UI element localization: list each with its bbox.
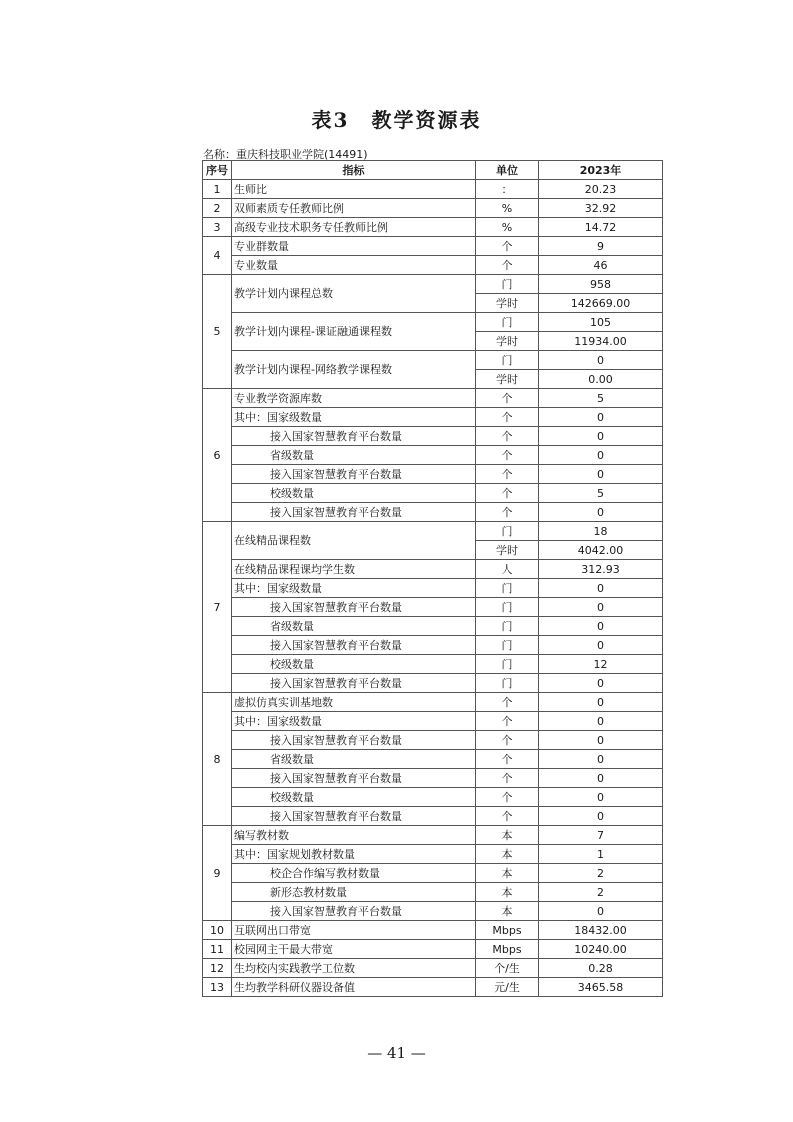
value-cell: 312.93 <box>539 560 663 579</box>
header-no: 序号 <box>203 161 232 180</box>
indicator-cell: 其中：国家级数量 <box>232 712 476 731</box>
unit-cell: 门 <box>476 275 539 294</box>
unit-cell: Mbps <box>476 940 539 959</box>
row-number: 4 <box>203 237 232 275</box>
indicator-cell: 高级专业技术职务专任教师比例 <box>232 218 476 237</box>
header-unit: 单位 <box>476 161 539 180</box>
value-cell: 0 <box>539 807 663 826</box>
table-row <box>203 465 663 484</box>
table-row <box>203 655 663 674</box>
table-row <box>203 446 663 465</box>
table-row <box>203 883 663 902</box>
value-cell: 4042.00 <box>539 541 663 560</box>
value-cell: 0 <box>539 769 663 788</box>
row-number: 1 <box>203 180 232 199</box>
unit-cell: 本 <box>476 883 539 902</box>
indicator-cell: 接入国家智慧教育平台数量 <box>232 598 476 617</box>
value-cell: 10240.00 <box>539 940 663 959</box>
unit-cell: 个 <box>476 807 539 826</box>
row-number: 2 <box>203 199 232 218</box>
indicator-cell: 校级数量 <box>232 484 476 503</box>
unit-cell: 个 <box>476 427 539 446</box>
table-row <box>203 199 663 218</box>
value-cell: 0.28 <box>539 959 663 978</box>
value-cell: 18 <box>539 522 663 541</box>
table-row <box>203 845 663 864</box>
indicator-cell: 接入国家智慧教育平台数量 <box>232 503 476 522</box>
indicator-cell: 生师比 <box>232 180 476 199</box>
value-cell: 0 <box>539 427 663 446</box>
unit-cell: 个 <box>476 256 539 275</box>
value-cell: 0.00 <box>539 370 663 389</box>
value-cell: 2 <box>539 864 663 883</box>
unit-cell: 个 <box>476 389 539 408</box>
table-row <box>203 978 663 997</box>
indicator-cell: 专业数量 <box>232 256 476 275</box>
table-row <box>203 788 663 807</box>
indicator-cell: 其中：国家级数量 <box>232 579 476 598</box>
unit-cell: 个 <box>476 788 539 807</box>
unit-cell: 人 <box>476 560 539 579</box>
indicator-cell: 校级数量 <box>232 788 476 807</box>
indicator-cell: 接入国家智慧教育平台数量 <box>232 902 476 921</box>
value-cell: 5 <box>539 389 663 408</box>
indicator-cell: 省级数量 <box>232 750 476 769</box>
table-row <box>203 389 663 408</box>
indicator-cell: 接入国家智慧教育平台数量 <box>232 427 476 446</box>
table-row <box>203 826 663 845</box>
value-cell: 0 <box>539 712 663 731</box>
value-cell: 142669.00 <box>539 294 663 313</box>
unit-cell: 个 <box>476 446 539 465</box>
value-cell: 0 <box>539 674 663 693</box>
indicator-cell: 专业教学资源库数 <box>232 389 476 408</box>
unit-cell: Mbps <box>476 921 539 940</box>
indicator-cell: 编写教材数 <box>232 826 476 845</box>
unit-cell: 本 <box>476 902 539 921</box>
unit-cell: 个 <box>476 503 539 522</box>
indicator-cell: 校级数量 <box>232 655 476 674</box>
table-row <box>203 427 663 446</box>
indicator-cell: 教学计划内课程-网络教学课程数 <box>232 351 476 389</box>
indicator-cell: 接入国家智慧教育平台数量 <box>232 674 476 693</box>
table-row <box>203 522 663 541</box>
value-cell: 0 <box>539 598 663 617</box>
row-number: 11 <box>203 940 232 959</box>
unit-cell: 门 <box>476 674 539 693</box>
institution-name: 名称：重庆科技职业学院(14491) <box>203 148 368 161</box>
table-row <box>203 598 663 617</box>
unit-cell: 个/生 <box>476 959 539 978</box>
value-cell: 5 <box>539 484 663 503</box>
unit-cell: 个 <box>476 712 539 731</box>
value-cell: 14.72 <box>539 218 663 237</box>
table-title: 表3 教学资源表 <box>311 108 482 132</box>
unit-cell: 门 <box>476 522 539 541</box>
indicator-cell: 接入国家智慧教育平台数量 <box>232 731 476 750</box>
table-row <box>203 940 663 959</box>
indicator-cell: 接入国家智慧教育平台数量 <box>232 636 476 655</box>
table-row <box>203 617 663 636</box>
teaching-resources-table <box>202 160 663 997</box>
unit-cell: 门 <box>476 655 539 674</box>
table-row <box>203 807 663 826</box>
unit-cell: 本 <box>476 845 539 864</box>
value-cell: 7 <box>539 826 663 845</box>
value-cell: 958 <box>539 275 663 294</box>
indicator-cell: 生均校内实践教学工位数 <box>232 959 476 978</box>
table-row <box>203 579 663 598</box>
value-cell: 0 <box>539 902 663 921</box>
unit-cell: 个 <box>476 750 539 769</box>
table-row <box>203 750 663 769</box>
value-cell: 1 <box>539 845 663 864</box>
table-row <box>203 408 663 427</box>
indicator-cell: 省级数量 <box>232 446 476 465</box>
unit-cell: 个 <box>476 237 539 256</box>
unit-cell: % <box>476 199 539 218</box>
indicator-cell: 专业群数量 <box>232 237 476 256</box>
unit-cell: 个 <box>476 693 539 712</box>
table-header-row <box>203 161 663 180</box>
unit-cell: 本 <box>476 864 539 883</box>
unit-cell: 个 <box>476 484 539 503</box>
table-row <box>203 237 663 256</box>
row-number: 7 <box>203 522 232 693</box>
table-row <box>203 180 663 199</box>
indicator-cell: 新形态教材数量 <box>232 883 476 902</box>
value-cell: 0 <box>539 408 663 427</box>
row-number: 5 <box>203 275 232 389</box>
row-number: 9 <box>203 826 232 921</box>
unit-cell: 门 <box>476 351 539 370</box>
unit-cell: 元/生 <box>476 978 539 997</box>
table-row <box>203 256 663 275</box>
value-cell: 20.23 <box>539 180 663 199</box>
value-cell: 0 <box>539 617 663 636</box>
value-cell: 2 <box>539 883 663 902</box>
value-cell: 0 <box>539 579 663 598</box>
header-year: 2023年 <box>539 161 663 180</box>
unit-cell: 本 <box>476 826 539 845</box>
row-number: 8 <box>203 693 232 826</box>
indicator-cell: 校企合作编写教材数量 <box>232 864 476 883</box>
indicator-cell: 其中：国家级数量 <box>232 408 476 427</box>
unit-cell: 个 <box>476 731 539 750</box>
unit-cell: ： <box>476 180 539 199</box>
table-row <box>203 959 663 978</box>
indicator-cell: 互联网出口带宽 <box>232 921 476 940</box>
value-cell: 0 <box>539 636 663 655</box>
value-cell: 3465.58 <box>539 978 663 997</box>
row-number: 10 <box>203 921 232 940</box>
table-row <box>203 731 663 750</box>
indicator-cell: 校园网主干最大带宽 <box>232 940 476 959</box>
table-row <box>203 484 663 503</box>
value-cell: 105 <box>539 313 663 332</box>
indicator-cell: 在线精品课程数 <box>232 522 476 560</box>
indicator-cell: 接入国家智慧教育平台数量 <box>232 465 476 484</box>
value-cell: 11934.00 <box>539 332 663 351</box>
indicator-cell: 接入国家智慧教育平台数量 <box>232 807 476 826</box>
value-cell: 0 <box>539 731 663 750</box>
unit-cell: 个 <box>476 769 539 788</box>
unit-cell: 个 <box>476 465 539 484</box>
value-cell: 9 <box>539 237 663 256</box>
value-cell: 0 <box>539 351 663 370</box>
indicator-cell: 其中：国家规划教材数量 <box>232 845 476 864</box>
table-row <box>203 275 663 294</box>
value-cell: 0 <box>539 693 663 712</box>
unit-cell: 学时 <box>476 294 539 313</box>
row-number: 6 <box>203 389 232 522</box>
row-number: 3 <box>203 218 232 237</box>
value-cell: 0 <box>539 503 663 522</box>
value-cell: 46 <box>539 256 663 275</box>
unit-cell: 学时 <box>476 370 539 389</box>
table-row <box>203 674 663 693</box>
table-row <box>203 921 663 940</box>
row-number: 13 <box>203 978 232 997</box>
value-cell: 18432.00 <box>539 921 663 940</box>
table-row <box>203 693 663 712</box>
table-row <box>203 313 663 332</box>
row-number: 12 <box>203 959 232 978</box>
value-cell: 0 <box>539 465 663 484</box>
unit-cell: 个 <box>476 408 539 427</box>
table-row <box>203 636 663 655</box>
table-row <box>203 769 663 788</box>
table-row <box>203 864 663 883</box>
page-number: — 41 — <box>367 1044 426 1062</box>
indicator-cell: 接入国家智慧教育平台数量 <box>232 769 476 788</box>
indicator-cell: 省级数量 <box>232 617 476 636</box>
table-row <box>203 503 663 522</box>
unit-cell: 门 <box>476 617 539 636</box>
unit-cell: 门 <box>476 579 539 598</box>
value-cell: 32.92 <box>539 199 663 218</box>
value-cell: 12 <box>539 655 663 674</box>
table-row <box>203 902 663 921</box>
unit-cell: 门 <box>476 313 539 332</box>
indicator-cell: 教学计划内课程总数 <box>232 275 476 313</box>
value-cell: 0 <box>539 788 663 807</box>
indicator-cell: 虚拟仿真实训基地数 <box>232 693 476 712</box>
indicator-cell: 在线精品课程课均学生数 <box>232 560 476 579</box>
table-row <box>203 712 663 731</box>
table-row <box>203 218 663 237</box>
unit-cell: 门 <box>476 598 539 617</box>
value-cell: 0 <box>539 446 663 465</box>
header-indicator: 指标 <box>232 161 476 180</box>
indicator-cell: 生均教学科研仪器设备值 <box>232 978 476 997</box>
value-cell: 0 <box>539 750 663 769</box>
indicator-cell: 双师素质专任教师比例 <box>232 199 476 218</box>
unit-cell: % <box>476 218 539 237</box>
unit-cell: 学时 <box>476 541 539 560</box>
indicator-cell: 教学计划内课程-课证融通课程数 <box>232 313 476 351</box>
table-row <box>203 351 663 370</box>
unit-cell: 学时 <box>476 332 539 351</box>
table-row <box>203 560 663 579</box>
unit-cell: 门 <box>476 636 539 655</box>
